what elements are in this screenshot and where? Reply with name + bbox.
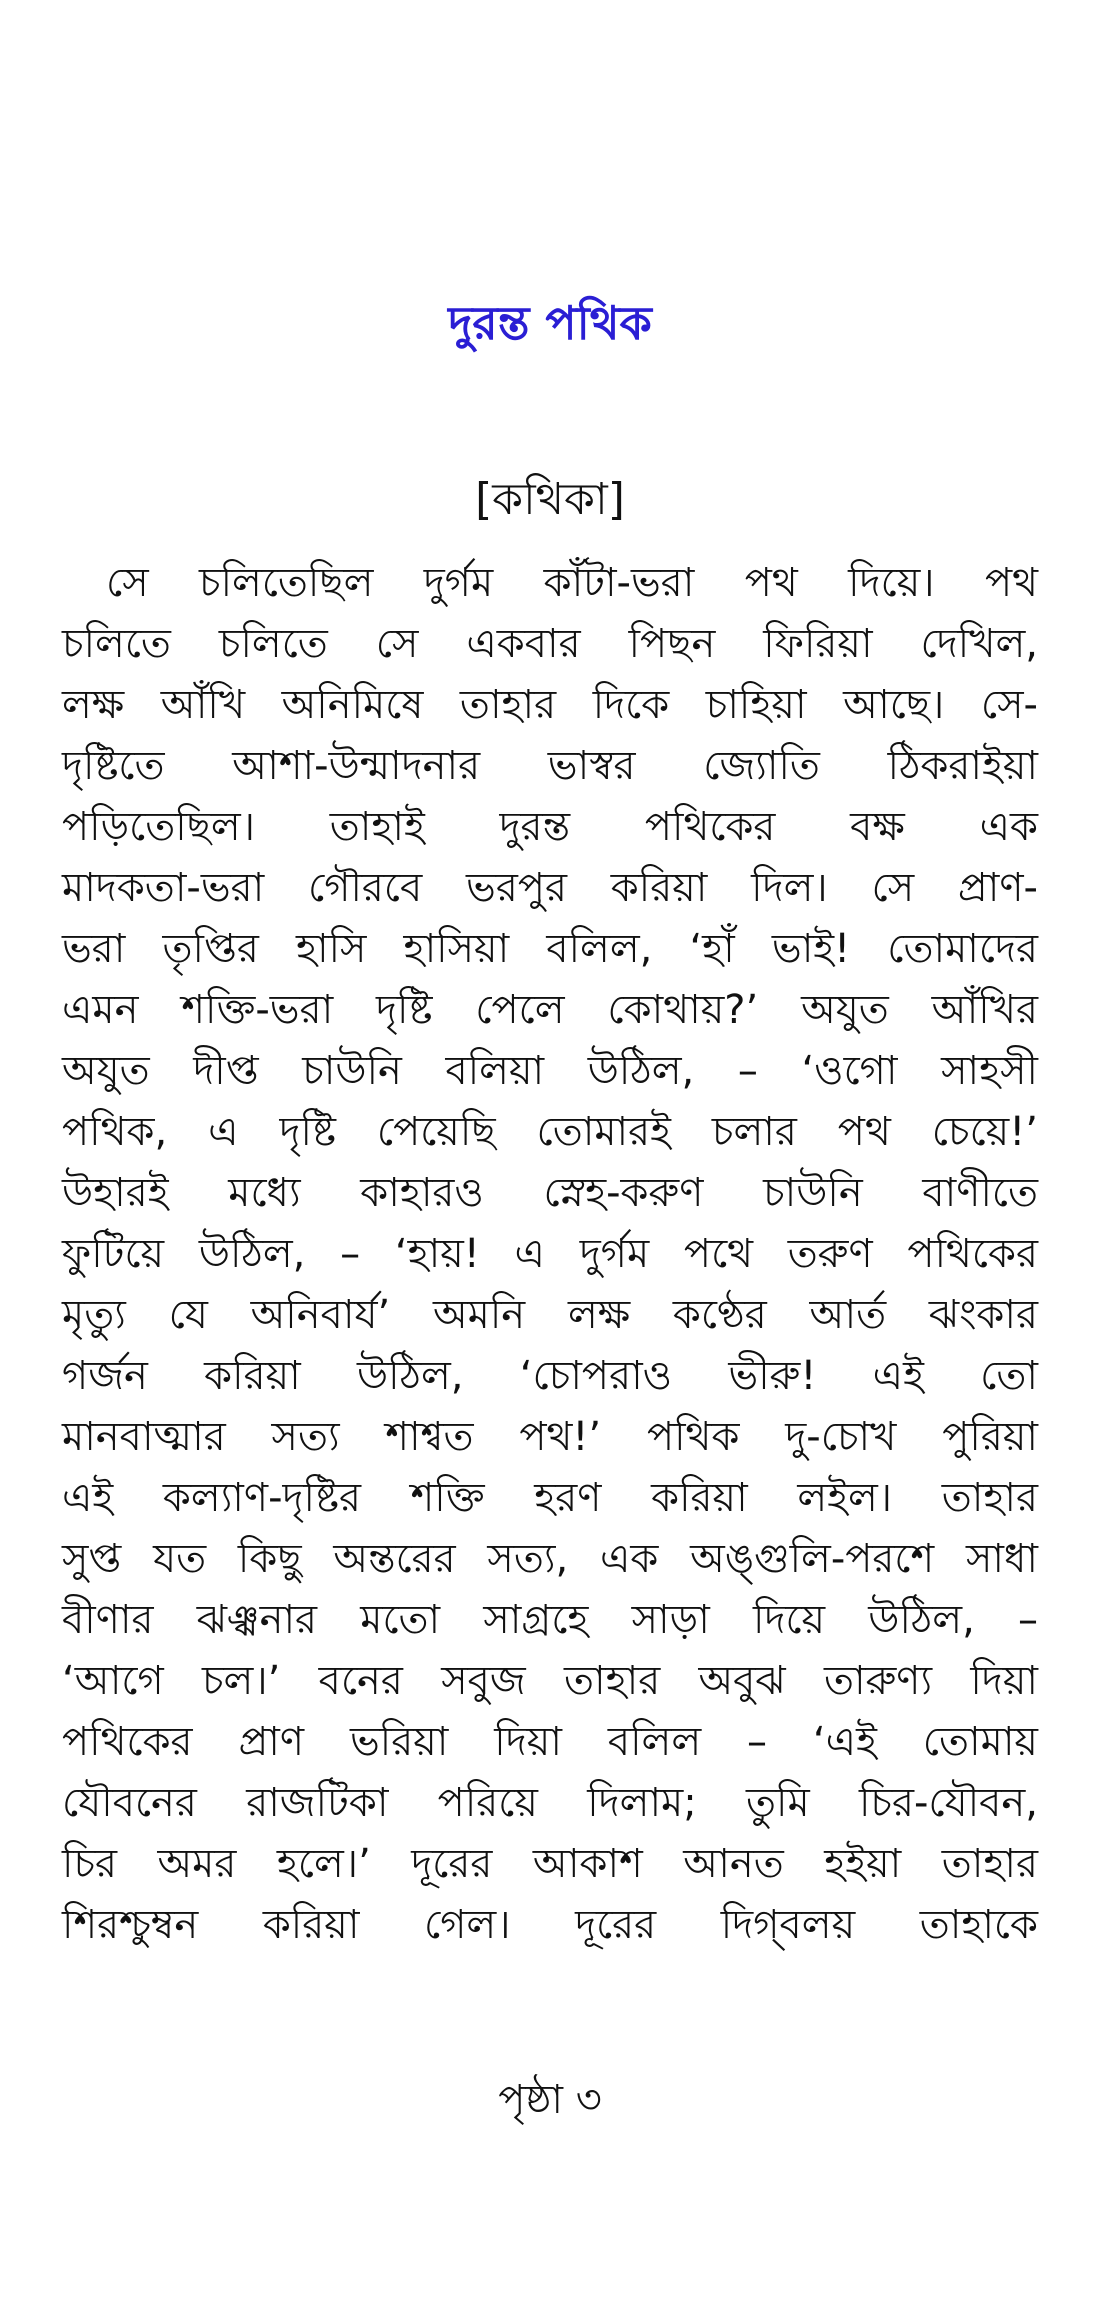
- text-line: দৃষ্টিতে আশা-উন্মাদনার ভাস্বর জ্যোতি ঠিকরাইয়া: [62, 743, 1038, 789]
- text-line: গর্জন করিয়া উঠিল, ‘চোপরাও ভীরু! এই তো: [62, 1353, 1038, 1399]
- text-line: ‘আগে চল।’ বনের সবুজ তাহার অবুঝ তারুণ্য দিয়া: [62, 1658, 1038, 1704]
- text-line: উহারই মধ্যে কাহারও স্নেহ-করুণ চাউনি বাণীতে: [62, 1170, 1038, 1216]
- page-number: পৃষ্ঠা ৩: [498, 2077, 602, 2123]
- text-line: এই কল্যাণ-দৃষ্টির শক্তি হরণ করিয়া লইল। তাহার: [62, 1475, 1038, 1521]
- text-line: এমন শক্তি-ভরা দৃষ্টি পেলে কোথায়?’ অযুত আঁখির: [62, 987, 1038, 1033]
- page-subtitle: [কথিকা]: [475, 474, 625, 525]
- text-line: চির অমর হলে।’ দূরের আকাশ আনত হইয়া তাহার: [62, 1841, 1038, 1887]
- text-line: পড়িতেছিল। তাহাই দুরন্ত পথিকের বক্ষ এক: [62, 804, 1038, 850]
- text-line: বীণার ঝঞ্ঝনার মতো সাগ্রহে সাড়া দিয়ে উঠিল, –: [62, 1597, 1038, 1643]
- text-line: শিরশ্চুম্বন করিয়া গেল। দূরের দিগ্‌বলয় তাহাকে: [62, 1902, 1038, 1948]
- text-line: চলিতে চলিতে সে একবার পিছন ফিরিয়া দেখিল,: [62, 621, 1038, 667]
- text-line: ফুটিয়ে উঠিল, – ‘হায়! এ দুর্গম পথে তরুণ পথিকের: [62, 1231, 1038, 1277]
- text-line: পথিক, এ দৃষ্টি পেয়েছি তোমারই চলার পথ চেয়ে!’: [62, 1109, 1038, 1155]
- text-line: মাদকতা-ভরা গৌরবে ভরপুর করিয়া দিল। সে প্রাণ-: [62, 865, 1038, 911]
- text-line: সে চলিতেছিল দুর্গম কাঁটা-ভরা পথ দিয়ে। পথ: [106, 560, 1038, 606]
- body-paragraph: [62, 553, 1038, 1956]
- page-title: দুরন্ত পথিক: [448, 296, 652, 350]
- text-line: পথিকের প্রাণ ভরিয়া দিয়া বলিল – ‘এই তোমায়: [62, 1719, 1038, 1765]
- text-line: সুপ্ত যত কিছু অন্তরের সত্য, এক অঙ্গুলি-পরশে সাধা: [62, 1536, 1038, 1582]
- text-line: ভরা তৃপ্তির হাসি হাসিয়া বলিল, ‘হাঁ ভাই! তোমাদের: [62, 926, 1038, 972]
- text-line: মানবাত্মার সত্য শাশ্বত পথ!’ পথিক দু-চোখ পুরিয়া: [62, 1414, 1038, 1460]
- text-line: অযুত দীপ্ত চাউনি বলিয়া উঠিল, – ‘ওগো সাহসী: [62, 1048, 1038, 1094]
- text-line: লক্ষ আঁখি অনিমিষে তাহার দিকে চাহিয়া আছে। সে-: [62, 682, 1038, 728]
- text-line: যৌবনের রাজটিকা পরিয়ে দিলাম; তুমি চির-যৌবন,: [62, 1780, 1038, 1826]
- text-line: মৃত্যু যে অনিবার্য’ অমনি লক্ষ কণ্ঠের আর্ত ঝংকার: [62, 1292, 1038, 1338]
